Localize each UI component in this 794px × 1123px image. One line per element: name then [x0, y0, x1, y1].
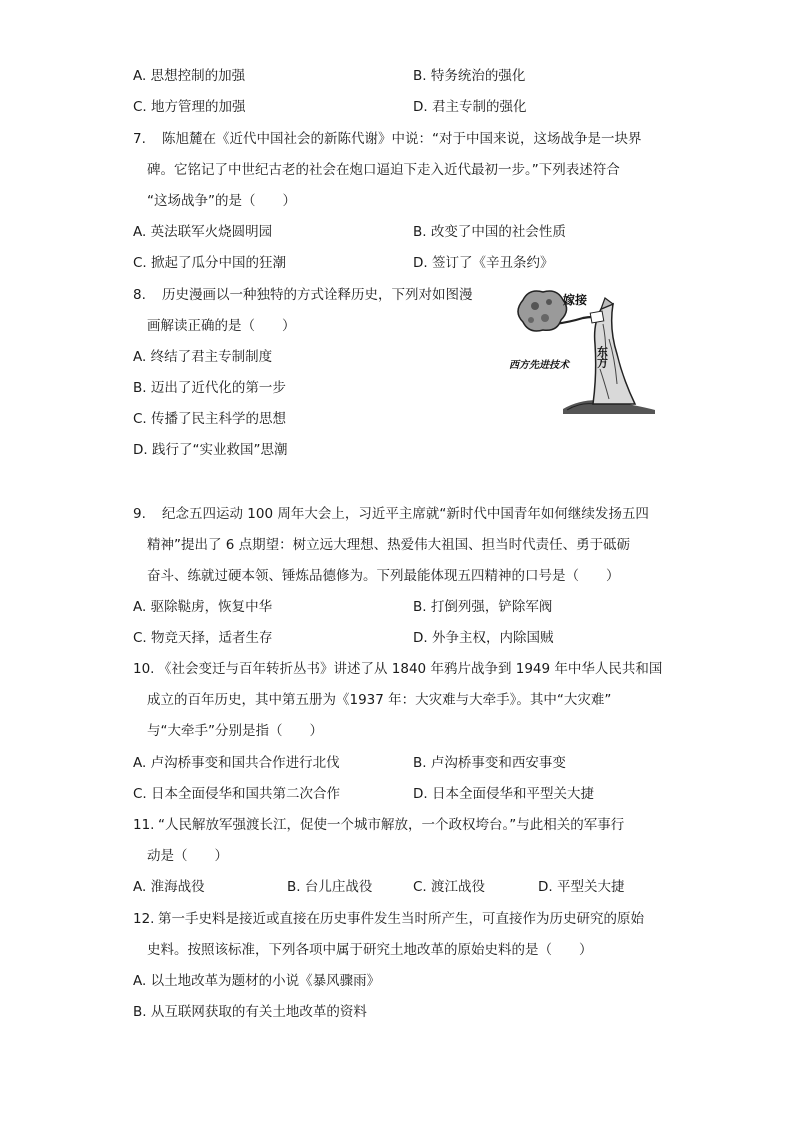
q7-number: 7. [133, 131, 146, 147]
q9-option-d: D. 外争主权，内除国贼 [413, 630, 554, 646]
q9-stem-line3: 奋斗、练就过硬本领、锤炼品德修为。下列最能体现五四精神的口号是（ ） [147, 568, 620, 584]
q7-stem-line3: “这场战争”的是（ ） [147, 193, 296, 209]
q11-option-b: B. 台儿庄战役 [287, 879, 373, 895]
q8-option-d: D. 践行了“实业救国”思潮 [133, 442, 288, 458]
q11-option-c: C. 渡江战役 [413, 879, 486, 895]
q10-option-a: A. 卢沟桥事变和国共合作进行北伐 [133, 755, 340, 771]
label-western-technology: 西方先进技术 [509, 360, 569, 371]
label-east: 东方 [595, 346, 609, 368]
q10-option-c: C. 日本全面侵华和国共第二次合作 [133, 786, 341, 802]
q6-option-b: B. 特务统治的强化 [413, 68, 526, 84]
q6-option-c: C. 地方管理的加强 [133, 99, 246, 115]
q11-stem-line1: “人民解放军强渡长江，促使一个城市解放，一个政权垮台。”与此相关的军事行 [158, 817, 625, 833]
q7-option-c: C. 掀起了瓜分中国的狂潮 [133, 255, 287, 271]
q11-stem-line2: 动是（ ） [147, 848, 228, 864]
q9-option-c: C. 物竞天择，适者生存 [133, 630, 273, 646]
q8-cartoon-figure [505, 284, 665, 416]
q11-option-a: A. 淮海战役 [133, 879, 205, 895]
q8-number: 8. [133, 287, 146, 303]
q10-option-b: B. 卢沟桥事变和西安事变 [413, 755, 566, 771]
q10-number: 10. [133, 661, 155, 677]
q8-stem-line1: 历史漫画以一种独特的方式诠释历史，下列对如图漫 [162, 287, 473, 303]
q8-stem-line2: 画解读正确的是（ ） [147, 318, 296, 334]
foliage-blob [518, 291, 567, 331]
q7-option-b: B. 改变了中国的社会性质 [413, 224, 566, 240]
q12-stem-line1: 第一手史料是接近或直接在历史事件发生当时所产生，可直接作为历史研究的原始 [158, 911, 644, 927]
q12-number: 12. [133, 911, 155, 927]
q10-stem-line2: 成立的百年历史，其中第五册为《1937 年：大灾难与大牵手》。其中“大灾难” [147, 692, 612, 708]
q12-option-b: B. 从互联网获取的有关土地改革的资料 [133, 1004, 367, 1020]
q9-stem-line1: 纪念五四运动 100 周年大会上，习近平主席就“新时代中国青年如何继续发扬五四 [162, 506, 649, 522]
q7-stem-line1: 陈旭麓在《近代中国社会的新陈代谢》中说：“对于中国来说，这场战争是一块界 [162, 131, 642, 147]
q7-option-d: D. 签订了《辛丑条约》 [413, 255, 554, 271]
q12-stem-line2: 史料。按照该标准，下列各项中属于研究土地改革的原始史料的是（ ） [147, 942, 593, 958]
q6-option-a: A. 思想控制的加强 [133, 68, 246, 84]
q9-option-a: A. 驱除鞑虏，恢复中华 [133, 599, 273, 615]
q10-stem-line1: 《社会变迁与百年转折丛书》讲述了从 1840 年鸦片战争到 1949 年中华人民共和国 [158, 661, 663, 677]
q7-option-a: A. 英法联军火烧圆明园 [133, 224, 273, 240]
grafting-tree-illustration [505, 284, 665, 416]
q7-stem-line2: 碑。它铭记了中世纪古老的社会在炮口逼迫下走入近代最初一步。”下列表述符合 [147, 162, 620, 178]
q12-option-a: A. 以土地改革为题材的小说《暴风骤雨》 [133, 973, 381, 989]
q11-number: 11. [133, 817, 155, 833]
q9-stem-line2: 精神”提出了 6 点期望：树立远大理想、热爱伟大祖国、担当时代责任、勇于砥砺 [147, 537, 631, 553]
q8-option-b: B. 迈出了近代化的第一步 [133, 380, 286, 396]
q8-option-a: A. 终结了君主专制制度 [133, 349, 273, 365]
label-graft: 嫁接 [563, 293, 588, 307]
q6-option-d: D. 君主专制的强化 [413, 99, 527, 115]
q10-stem-line3: 与“大牵手”分别是指（ ） [147, 723, 323, 739]
q10-option-d: D. 日本全面侵华和平型关大捷 [413, 786, 594, 802]
q9-option-b: B. 打倒列强，铲除军阀 [413, 599, 553, 615]
q11-option-d: D. 平型关大捷 [538, 879, 625, 895]
q9-number: 9. [133, 506, 146, 522]
q8-option-c: C. 传播了民主科学的思想 [133, 411, 287, 427]
